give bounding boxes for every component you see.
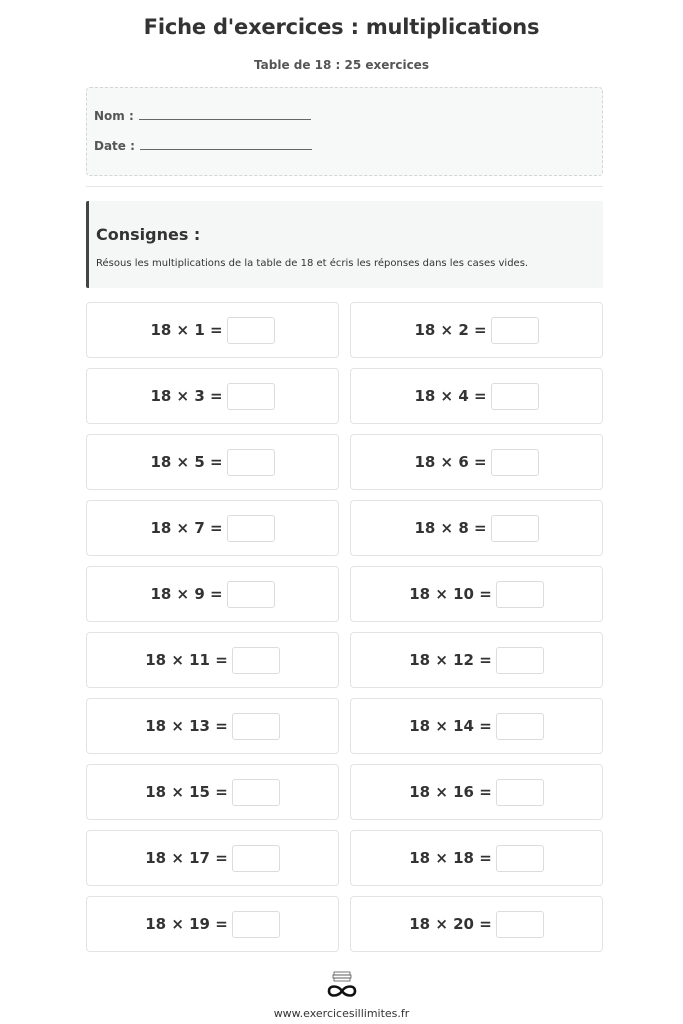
exercise-expression: 18 × 7 =: [150, 519, 223, 537]
exercise-expression: 18 × 1 =: [150, 321, 223, 339]
instructions-box: [86, 201, 603, 288]
answer-box[interactable]: [227, 449, 275, 476]
date-blank-line[interactable]: [140, 149, 312, 150]
exercise-card: [350, 500, 603, 556]
answer-box[interactable]: [496, 845, 544, 872]
exercise-card: [86, 698, 339, 754]
exercise-expression: 18 × 10 =: [409, 585, 492, 603]
name-label: Nom :: [94, 109, 134, 123]
exercise-card: [350, 698, 603, 754]
answer-box[interactable]: [232, 911, 280, 938]
section-divider: [86, 186, 603, 187]
exercise-expression: 18 × 14 =: [409, 717, 492, 735]
name-field[interactable]: [94, 109, 311, 123]
date-label: Date :: [94, 139, 135, 153]
answer-box[interactable]: [232, 713, 280, 740]
exercise-card: [86, 632, 339, 688]
instructions-title: Consignes :: [96, 225, 201, 244]
exercise-expression: 18 × 18 =: [409, 849, 492, 867]
answer-box[interactable]: [232, 647, 280, 674]
answer-box[interactable]: [227, 317, 275, 344]
exercise-expression: 18 × 19 =: [145, 915, 228, 933]
exercise-card: [86, 500, 339, 556]
answer-box[interactable]: [232, 845, 280, 872]
exercise-card: [350, 830, 603, 886]
exercise-expression: 18 × 4 =: [414, 387, 487, 405]
answer-box[interactable]: [491, 383, 539, 410]
answer-box[interactable]: [496, 647, 544, 674]
answer-box[interactable]: [491, 515, 539, 542]
exercise-expression: 18 × 13 =: [145, 717, 228, 735]
exercise-expression: 18 × 9 =: [150, 585, 223, 603]
answer-box[interactable]: [232, 779, 280, 806]
exercise-card: [86, 830, 339, 886]
exercise-card: [350, 632, 603, 688]
exercise-card: [86, 764, 339, 820]
answer-box[interactable]: [227, 383, 275, 410]
page-subtitle: Table de 18 : 25 exercices: [254, 58, 429, 72]
exercise-grid: [86, 302, 603, 952]
exercise-card: [350, 368, 603, 424]
name-blank-line[interactable]: [139, 119, 311, 120]
exercise-expression: 18 × 15 =: [145, 783, 228, 801]
exercise-card: [86, 368, 339, 424]
exercise-card: [350, 302, 603, 358]
exercise-card: [86, 434, 339, 490]
exercise-card: [350, 434, 603, 490]
answer-box[interactable]: [496, 911, 544, 938]
exercise-expression: 18 × 17 =: [145, 849, 228, 867]
infinity-books-logo-icon: [322, 970, 362, 1000]
exercise-expression: 18 × 20 =: [409, 915, 492, 933]
exercise-card: [86, 566, 339, 622]
exercise-expression: 18 × 6 =: [414, 453, 487, 471]
answer-box[interactable]: [227, 581, 275, 608]
student-info-box: [86, 87, 603, 176]
page-title: Fiche d'exercices : multiplications: [143, 15, 540, 39]
exercise-card: [350, 896, 603, 952]
exercise-expression: 18 × 2 =: [414, 321, 487, 339]
exercise-expression: 18 × 12 =: [409, 651, 492, 669]
exercise-card: [86, 302, 339, 358]
exercise-card: [350, 764, 603, 820]
exercise-expression: 18 × 11 =: [145, 651, 228, 669]
answer-box[interactable]: [496, 779, 544, 806]
exercise-expression: 18 × 3 =: [150, 387, 223, 405]
exercise-card: [350, 566, 603, 622]
exercise-expression: 18 × 5 =: [150, 453, 223, 471]
answer-box[interactable]: [496, 713, 544, 740]
answer-box[interactable]: [496, 581, 544, 608]
answer-box[interactable]: [491, 449, 539, 476]
answer-box[interactable]: [227, 515, 275, 542]
date-field[interactable]: [94, 139, 312, 153]
exercise-expression: 18 × 8 =: [414, 519, 487, 537]
exercise-card: [86, 896, 339, 952]
instructions-text: Résous les multiplications de la table de 18 et écris les réponses dans les cases vides.: [96, 258, 529, 269]
footer-url[interactable]: www.exercicesillimites.fr: [273, 1007, 410, 1020]
answer-box[interactable]: [491, 317, 539, 344]
exercise-expression: 18 × 16 =: [409, 783, 492, 801]
